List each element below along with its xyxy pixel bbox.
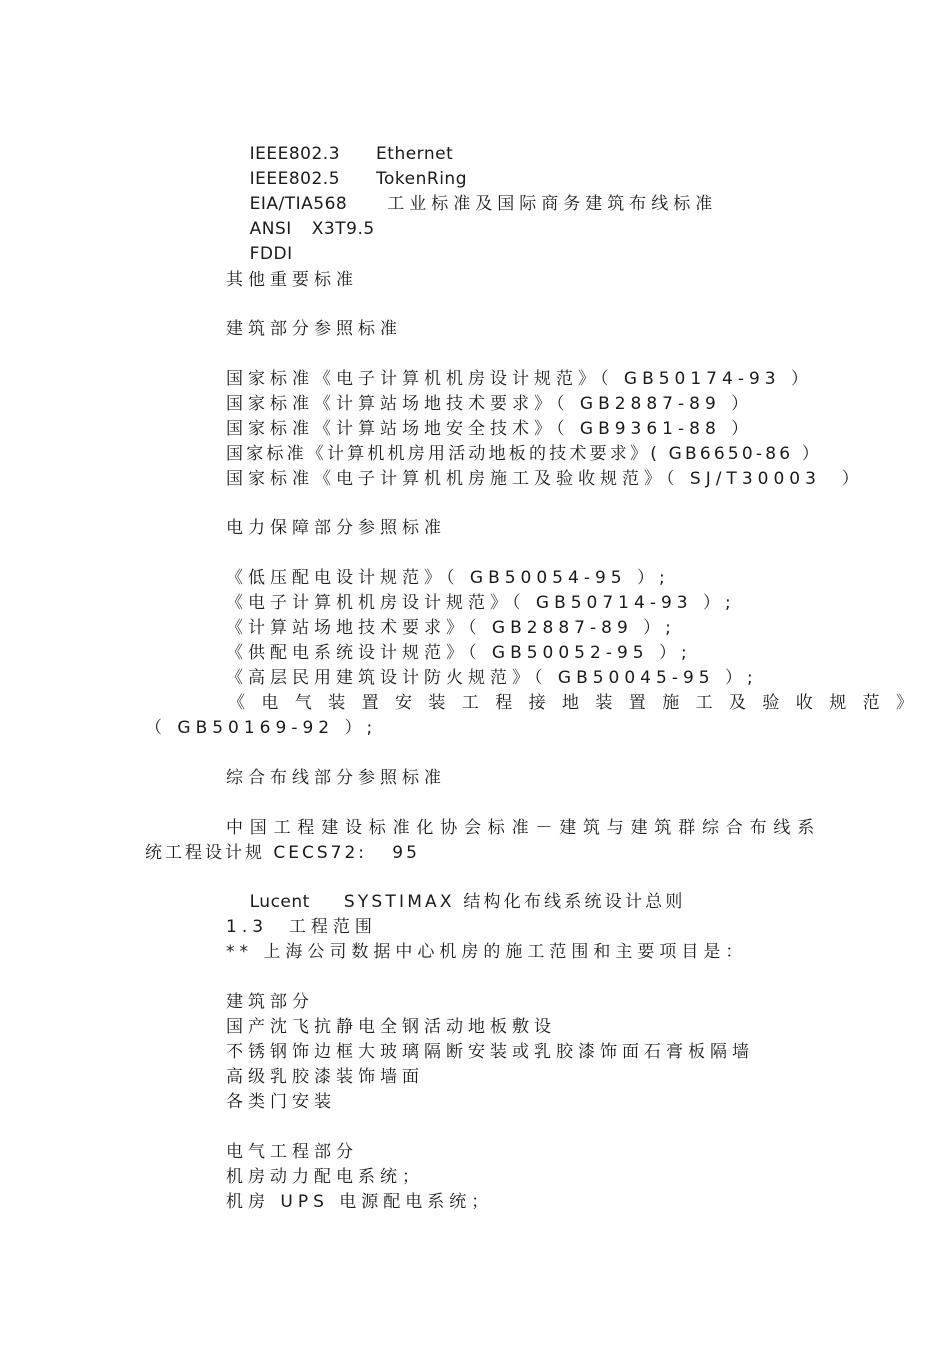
list-item: 《电子计算机机房设计规范》（ GB50714-93 ）;	[226, 593, 736, 613]
section-heading: 电气工程部分	[226, 1142, 358, 1162]
list-item: 国家标准《计算机机房用活动地板的技术要求》( GB6650-86 ）	[226, 444, 823, 464]
section-heading: 其他重要标准	[226, 270, 358, 290]
list-item: 中国工程建设标准化协会标准－建筑与建筑群综合布线系	[226, 818, 821, 838]
standard-name: 工业标准及国际商务建筑布线标准	[387, 194, 718, 214]
list-item: 机房动力配电系统；	[226, 1167, 424, 1187]
standard-code: EIA/TIA568	[249, 194, 348, 214]
standard-name: TokenRing	[376, 169, 468, 189]
list-item: 《供配电系统设计规范》（ GB50052-95 ）;	[226, 643, 692, 663]
list-item: 国家标准《电子计算机机房设计规范》（ GB50174-93 ）	[226, 369, 813, 389]
list-item: 各类门安装	[226, 1092, 336, 1112]
standard-code: FDDI	[249, 244, 293, 264]
list-item-continuation: （ GB50169-92 ）;	[145, 718, 378, 738]
section-heading: 综合布线部分参照标准	[226, 768, 446, 788]
list-item: 《低压配电设计规范》（ GB50054-95 ）;	[226, 568, 670, 588]
list-item: 国家标准《计算站场地技术要求》（ GB2887-89 ）	[226, 394, 754, 414]
standard-name: Ethernet	[376, 144, 454, 164]
list-item: 高级乳胶漆装饰墙面	[226, 1067, 424, 1087]
section-title: 1.3 工程范围	[226, 917, 377, 937]
section-heading: 电力保障部分参照标准	[226, 518, 446, 538]
standard-name: X3T9.5	[311, 219, 375, 239]
section-heading: 建筑部分	[226, 992, 314, 1012]
list-item: 机房 UPS 电源配电系统；	[226, 1192, 494, 1212]
section-heading: 建筑部分参照标准	[226, 319, 402, 339]
standard-code: IEEE802.3	[249, 144, 341, 164]
list-item-continuation: 统工程设计规 CECS72: 95	[145, 843, 420, 863]
list-item: 《计算站场地技术要求》（ GB2887-89 ）;	[226, 618, 676, 638]
paragraph: ** 上海公司数据中心机房的施工范围和主要项目是：	[226, 942, 748, 962]
list-item: 国家标准《电子计算机机房施工及验收规范》（ SJ/T30003 ）	[226, 469, 864, 489]
standard-code: IEEE802.5	[249, 169, 341, 189]
list-item: 国产沈飞抗静电全钢活动地板敷设	[226, 1017, 556, 1037]
standard-code: ANSI	[249, 219, 292, 239]
product-name: SYSTIMAX 结构化布线系统设计总则	[343, 892, 686, 912]
list-item: 不锈钢饰边框大玻璃隔断安装或乳胶漆饰面石膏板隔墙	[226, 1042, 754, 1062]
vendor-name: Lucent	[249, 892, 310, 912]
list-item: 国家标准《计算站场地安全技术》（ GB9361-88 ）	[226, 419, 754, 439]
list-item: 《电气装置安装工程接地装置施工及验收规范》	[228, 693, 930, 713]
list-item: 《高层民用建筑设计防火规范》（ GB50045-95 ）;	[226, 668, 758, 688]
